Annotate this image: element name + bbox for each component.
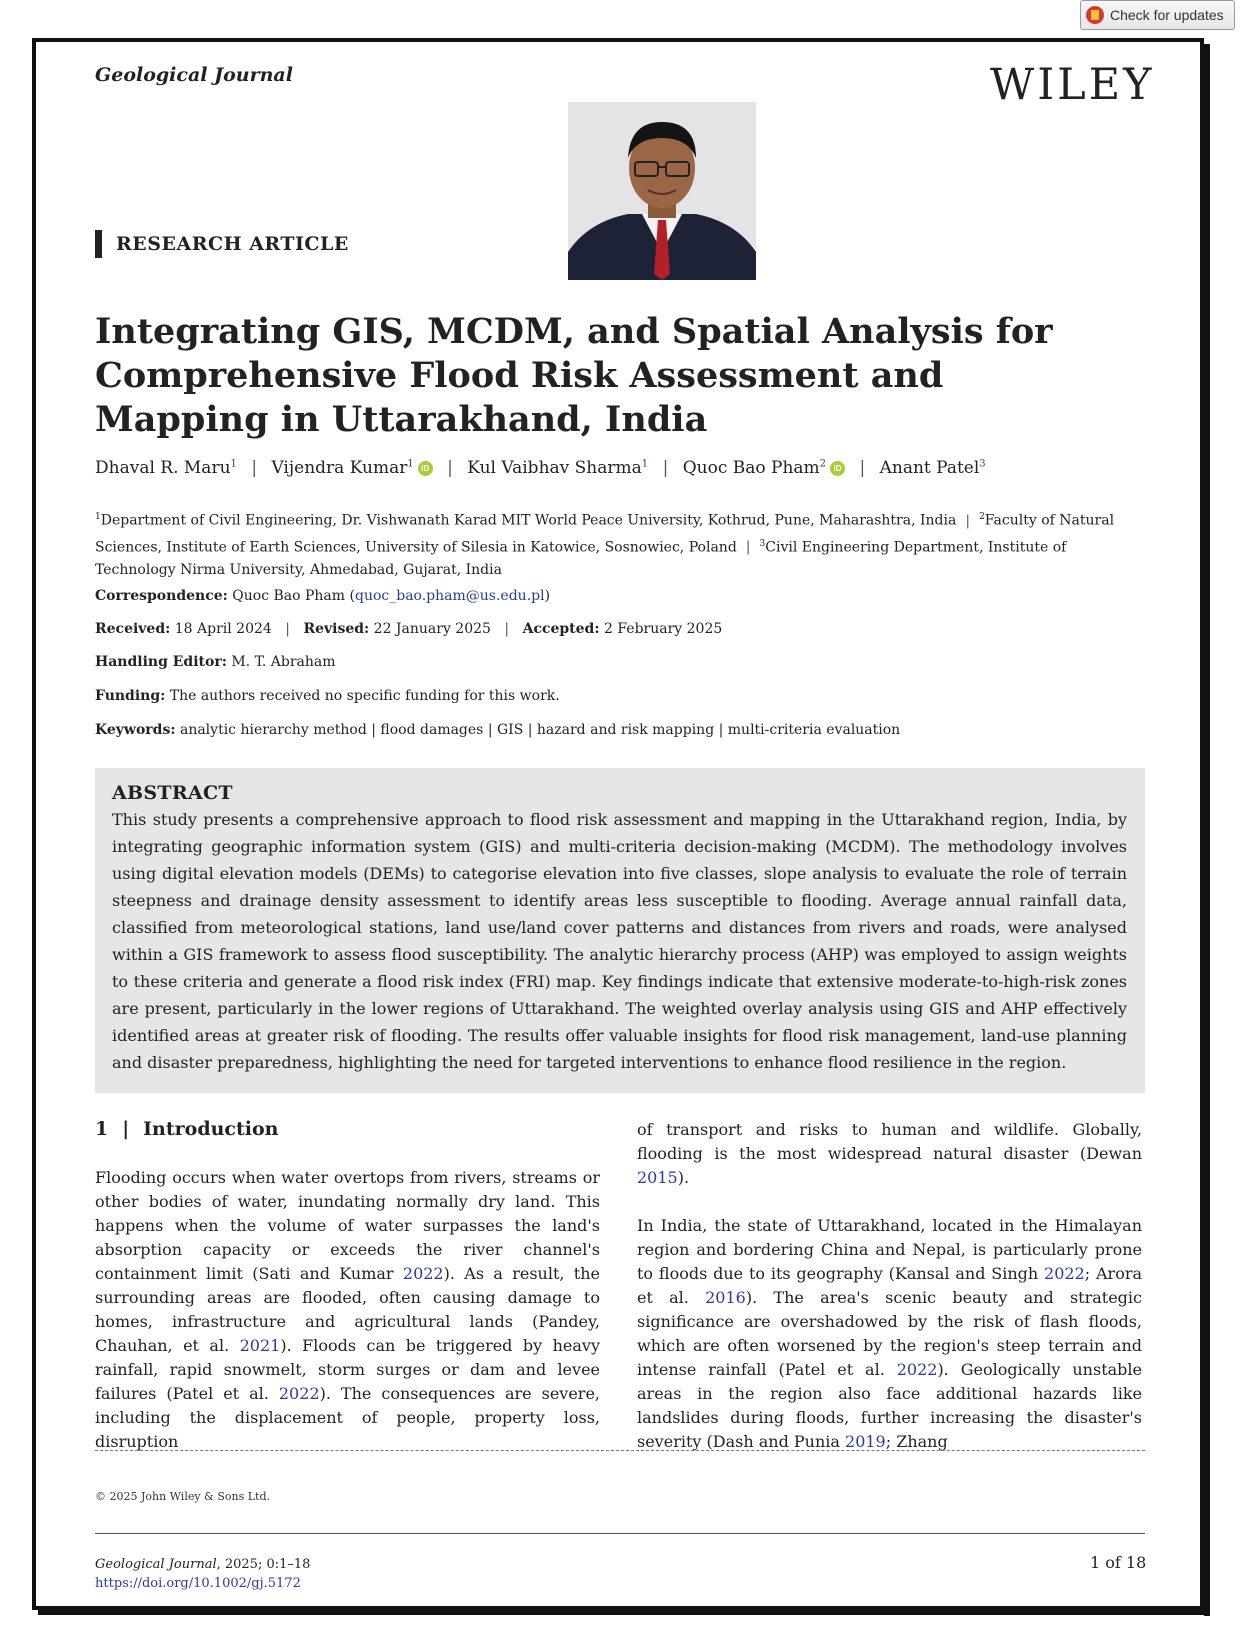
handling-editor: Handling Editor: M. T. Abraham (95, 654, 336, 670)
author-affiliation-mark: 2 (819, 458, 827, 470)
correspondence: Correspondence: Quoc Bao Pham (quoc_bao.pham@us.edu.pl) (95, 588, 551, 604)
affiliation: Civil Engineering Department, Institute of Technology Nirma University, Ahmedabad, Gujarat, India (95, 539, 1067, 579)
paragraph: Flooding occurs when water overtops from rivers, streams or other bodies of water, inundating normally dry land. This happens when the volume of water surpasses the land's absorption capacity or exceeds the river channel's containment limit (Sati and Kumar 2022). As a result, the surrounding areas are flooded, often causing damage to homes, infrastructure and agricultural lands (Pandey, Chauhan, et al. 2021). Floods can be triggered by heavy rainfall, rapid snowmelt, storm surges or dam and levee failures (Patel et al. 2022). The consequences are severe, including the displacement of people, property loss, disruption (95, 1168, 601, 1451)
abstract-box (95, 768, 1145, 1093)
author-affiliation-mark: 1 (641, 458, 649, 470)
citation-link[interactable]: 2022 (1044, 1264, 1085, 1283)
publisher-logo: WILEY (990, 60, 1155, 110)
author-affiliation-mark: 1 (407, 458, 414, 470)
correspondence-email-link[interactable]: quoc_bao.pham@us.edu.pl (354, 588, 545, 604)
section-heading: 1 | Introduction (95, 1118, 279, 1140)
citation-link[interactable]: 2022 (278, 1384, 320, 1403)
author-affiliation-mark: 1 (230, 458, 237, 470)
affiliation: Department of Civil Engineering, Dr. Vishwanath Karad MIT World Peace University, Kothrud, Pune, Maharashtra, India (100, 512, 957, 529)
abstract-heading: ABSTRACT (112, 782, 233, 804)
abstract-text: This study presents a comprehensive approach to flood risk assessment and mapping in the Uttarakhand region, India, by integrating geographic information system (GIS) and multi-criteria decision-making (MCDM). The methodology involves using digital elevation models (DEMs) to categorise elevation into five classes, slope analysis to evaluate the role of terrain steepness and drainage density assessment to identify areas less susceptible to flooding. Average annual rainfall data, classified from meteorological stations, land use/land cover patterns and distances from rivers and roads, were analysed within a GIS framework to assess flood susceptibility. The analytic hierarchy process (AHP) was employed to assign weights to these criteria and generate a flood risk index (FRI) map. Key findings indicate that extensive moderate-to-high-risk zones are present, particularly in the lower regions of Uttarakhand. The weighted overlay analysis using GIS and AHP effectively identified areas at greater risk of flooding. The results offer valuable insights for flood risk management, land-use planning and disaster preparedness, highlighting the need for targeted interventions to enhance flood resilience in the region. (112, 810, 1127, 1072)
check-for-updates-button[interactable] (1080, 0, 1235, 30)
footer-rule (95, 1533, 1145, 1534)
copyright-notice: © 2025 John Wiley & Sons Ltd. (95, 1490, 270, 1503)
citation-link[interactable]: 2022 (896, 1360, 938, 1379)
paragraph: In India, the state of Uttarakhand, located in the Himalayan region and bordering China and Nepal, is particularly prone to floods due to its geography (Kansal and Singh 2022; Arora et al. 2016). The area's scenic beauty and strategic significance are overshadowed by the risk of flash floods, which are often worsened by the region's steep terrain and intense rainfall (Patel et al. 2022). Geologically unstable areas in the region also face additional hazards like landslides during floods, further increasing the disaster's severity (Dash and Punia 2019; Zhang (637, 1216, 1143, 1451)
citation-link[interactable]: 2015 (637, 1168, 678, 1187)
page-frame-shadow (38, 1610, 1210, 1615)
citation-link[interactable]: 2022 (402, 1264, 444, 1283)
funding: Funding: The authors received no specific funding for this work. (95, 688, 560, 704)
author-name[interactable]: Anant Patel (879, 458, 980, 478)
keywords: Keywords: analytic hierarchy method | flood damages | GIS | hazard and risk mapping | multi-criteria evaluation (95, 722, 901, 738)
citation-link[interactable]: 2016 (705, 1288, 746, 1307)
page-frame-shadow (1204, 44, 1210, 1616)
paragraph: of transport and risks to human and wildlife. Globally, flooding is the most widespread natural disaster (Dewan 2015). (637, 1120, 1142, 1187)
article-type-label: RESEARCH ARTICLE (95, 230, 349, 258)
author-affiliation-mark: 3 (979, 458, 986, 470)
affiliation: Faculty of Natural Sciences, Institute of Earth Sciences, University of Silesia in Katowice, Sosnowiec, Poland (95, 512, 1115, 556)
author-photo (568, 102, 756, 280)
article-title: Integrating GIS, MCDM, and Spatial Analysis for Comprehensive Flood Risk Assessment and Mapping in Uttarakhand, India (95, 311, 1053, 440)
crossmark-icon (1086, 6, 1104, 24)
footer-citation: Geological Journal, 2025; 0:1–18 https://doi.org/10.1002/gj.5172 (95, 1557, 311, 1591)
body-column-right (637, 1118, 1142, 1478)
footnote-divider (95, 1450, 1145, 1451)
orcid-icon[interactable]: iD (418, 461, 433, 476)
body-column-left (95, 1118, 600, 1478)
citation-link[interactable]: 2021 (239, 1336, 281, 1355)
doi-link[interactable]: https://doi.org/10.1002/gj.5172 (95, 1576, 301, 1591)
author-list: Dhaval R. Maru$^1$ | Vijendra Kumar$^1$ iD | Kul Vaibhav Sharma$^1$ | Quoc Bao Pham$^2$ iD | Anant Patel$^3$ (95, 458, 986, 478)
author-name[interactable]: Dhaval R. Maru (95, 458, 231, 478)
journal-name: Geological Journal (95, 64, 293, 86)
article-dates: Received: 18 April 2024 | Revised: 22 January 2025 | Accepted: 2 February 2025 (95, 621, 723, 637)
author-name[interactable]: Vijendra Kumar (271, 458, 408, 478)
check-for-updates-label: Check for updates (1110, 7, 1224, 23)
author-name[interactable]: Kul Vaibhav Sharma (467, 458, 642, 478)
affiliations: $^1$Department of Civil Engineering, Dr. Vishwanath Karad MIT World Peace University, Kothrud, Pune, Maharashtra, India | $^2$Faculty of Natural Sciences, Institute of Earth Sciences, University of Silesia in Katowice, Sosnowiec, Poland | $^3$Civil Engineering Department, Institute of Technology Nirma University, Ahmedabad, Gujarat, India (95, 512, 1115, 579)
citation-link[interactable]: 2019 (845, 1432, 886, 1451)
orcid-icon[interactable]: iD (830, 461, 845, 476)
page-number: 1 of 18 (1090, 1553, 1147, 1572)
author-name[interactable]: Quoc Bao Pham (682, 458, 820, 478)
